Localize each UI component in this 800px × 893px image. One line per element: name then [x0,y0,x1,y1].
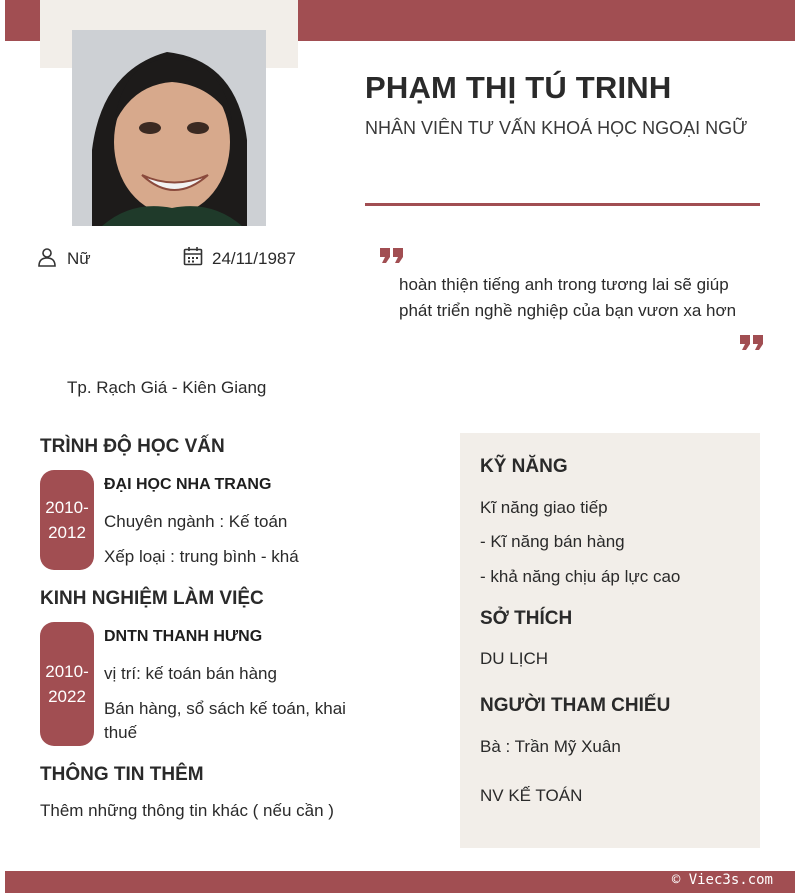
full-name: PHẠM THỊ TÚ TRINH [365,70,672,105]
profile-photo [72,30,266,226]
experience-org: DNTN THANH HƯNG [104,628,263,645]
experience-position: vị trí: kế toán bán hàng [104,664,277,683]
extra-info-text: Thêm những thông tin khác ( nếu cần ) [40,801,334,820]
experience-duties: Bán hàng, sổ sách kế toán, khai thuế [104,699,346,742]
experience-title: KINH NGHIỆM LÀM VIỆC [40,588,264,609]
quote-text: hoàn thiện tiếng anh trong tương lai sẽ giúp phát triển nghề nghiệp của bạn vươn xa hơn [399,275,737,320]
period-end: 2022 [48,687,86,706]
footer-bar [5,871,795,893]
extra-info-title: THÔNG TIN THÊM [40,764,204,785]
gender-value: Nữ [67,249,91,268]
education-title: TRÌNH ĐỘ HỌC VẤN [40,436,225,457]
calendar-icon [183,246,203,266]
period-start: 2010- [45,498,89,517]
reference-role: NV KẾ TOÁN [480,786,583,805]
hobbies-text: DU LỊCH [480,649,549,668]
quote-close-icon [739,334,765,352]
skill-item: - khả năng chịu áp lực cao [480,567,681,586]
skill-item: - Kĩ năng bán hàng [480,532,625,551]
period-start: 2010- [45,662,89,681]
experience-period [40,622,94,746]
education-major: Chuyên ngành : Kế toán [104,512,288,531]
reference-name: Bà : Trần Mỹ Xuân [480,737,621,756]
quote-open-icon [379,247,405,265]
education-period [40,470,94,570]
references-title: NGƯỜI THAM CHIẾU [480,695,671,716]
copyright-text: © Viec3s.com [671,872,773,888]
job-title: NHÂN VIÊN TƯ VẤN KHOÁ HỌC NGOẠI NGỮ [365,118,748,138]
skills-title: KỸ NĂNG [480,456,568,477]
person-icon [37,247,57,267]
address-value: Tp. Rạch Giá - Kiên Giang [67,378,267,397]
hobbies-title: SỞ THÍCH [480,608,573,629]
birthdate-value: 24/11/1987 [212,249,296,268]
title-divider [365,203,760,206]
education-grade: Xếp loại : trung bình - khá [104,547,299,566]
education-org: ĐẠI HỌC NHA TRANG [104,476,272,493]
skill-item: Kĩ năng giao tiếp [480,498,608,517]
period-end: 2012 [48,523,86,542]
